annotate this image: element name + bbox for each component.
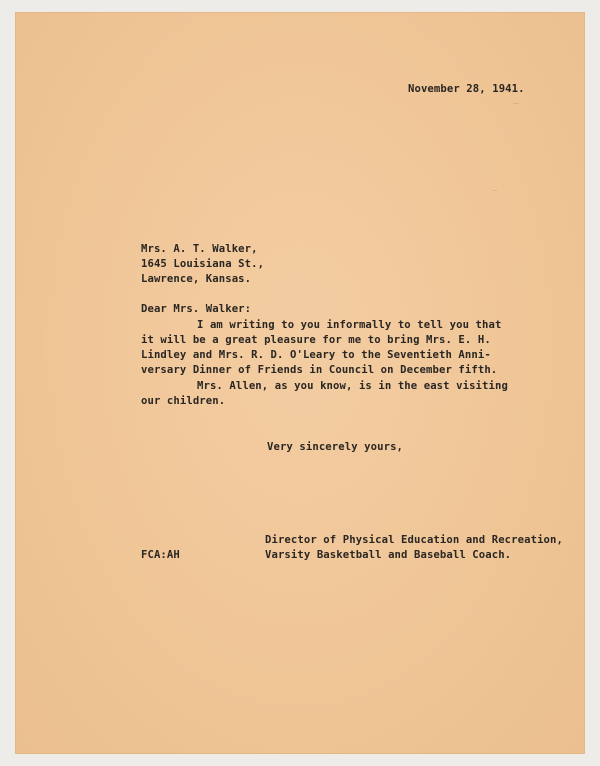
recipient-line: Lawrence, Kansas. — [141, 273, 252, 285]
paper-mark — [513, 103, 519, 104]
recipient-line: Mrs. A. T. Walker, — [141, 243, 258, 255]
signature-title-line: Varsity Basketball and Baseball Coach. — [265, 549, 512, 561]
salutation: Dear Mrs. Walker: — [141, 303, 252, 315]
letter-page — [15, 12, 585, 754]
body-line: Mrs. Allen, as you know, is in the east visiting — [197, 380, 508, 392]
signature-title-line: Director of Physical Education and Recreation, — [265, 534, 563, 546]
body-line: it will be a great pleasure for me to bring Mrs. E. H. — [141, 334, 491, 346]
body-line: Lindley and Mrs. R. D. O'Leary to the Seventieth Anni- — [141, 349, 491, 361]
recipient-line: 1645 Louisiana St., — [141, 258, 265, 270]
typist-initials: FCA:AH — [141, 549, 180, 561]
letter-date: November 28, 1941. — [408, 83, 525, 95]
body-line: versary Dinner of Friends in Council on December fifth. — [141, 364, 498, 376]
closing: Very sincerely yours, — [267, 441, 404, 453]
paper-mark — [493, 190, 497, 191]
body-line: I am writing to you informally to tell you that — [197, 319, 502, 331]
body-line: our children. — [141, 395, 226, 407]
